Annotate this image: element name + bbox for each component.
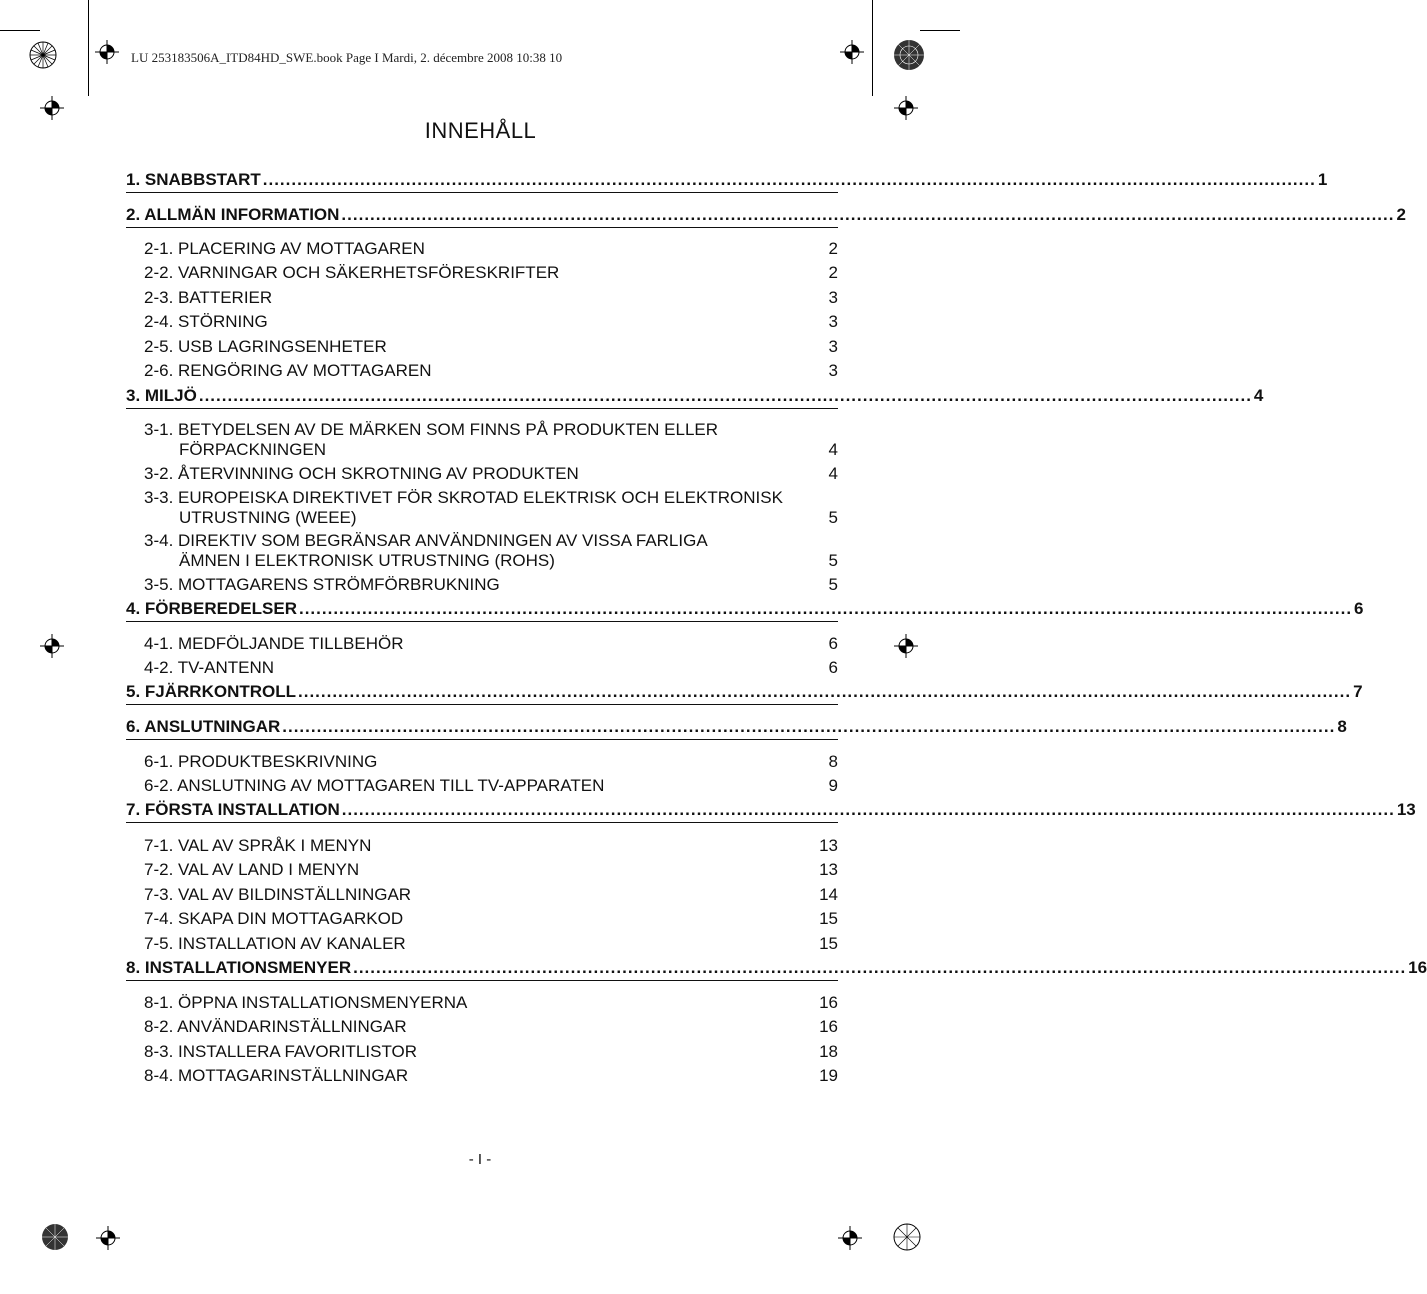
- toc-entry-page: 16: [1408, 958, 1427, 977]
- toc-entry-label: 7-4. SKAPA DIN MOTTAGARKOD: [144, 909, 404, 928]
- crop-line: [88, 0, 89, 96]
- toc-entry-label-continued: FÖRPACKNINGEN: [179, 440, 327, 459]
- toc-entry-label: 3-1. BETYDELSEN AV DE MÄRKEN SOM FINNS PÅ PRODUKTEN ELLER: [144, 420, 719, 439]
- toc-entry-label: 3-4. DIREKTIV SOM BEGRÄNSAR ANVÄNDNINGEN AV VISSA FARLIGA: [144, 531, 708, 550]
- toc-subentry-4-1[interactable]: [126, 634, 838, 654]
- toc-subentry-3-5[interactable]: [126, 575, 838, 595]
- crosshair-icon: [95, 40, 119, 64]
- toc-entry-label: 7. FÖRSTA INSTALLATION: [126, 800, 340, 819]
- toc-entry-page: 8: [828, 752, 838, 771]
- registration-wheel-icon: [40, 1222, 70, 1252]
- toc-entry-label: 2-4. STÖRNING: [144, 312, 268, 331]
- toc-subentry-3-4[interactable]: [126, 531, 838, 571]
- toc-subentry-2-5[interactable]: [126, 337, 838, 357]
- crosshair-icon: [40, 96, 64, 120]
- toc-entry-page: 6: [828, 658, 838, 677]
- toc-subentry-6-1[interactable]: [126, 752, 838, 772]
- toc-entry-page: 6: [1354, 599, 1364, 618]
- leader-dots: ........................................................................................................................................................................................: [282, 717, 1336, 736]
- toc-entry-page: 15: [819, 909, 838, 928]
- crop-line: [872, 0, 873, 96]
- toc-entry-2[interactable]: [126, 205, 1406, 228]
- toc-entry-page: 13: [1396, 800, 1416, 819]
- toc-subentry-3-2[interactable]: [126, 464, 838, 484]
- toc-subentry-4-2[interactable]: [126, 658, 838, 678]
- leader-dots: ........................................................................................................................................................................................: [298, 682, 1352, 701]
- toc-entry-6[interactable]: [126, 717, 1347, 740]
- toc-entry-8[interactable]: [126, 958, 1427, 981]
- toc-entry-label: 8-3. INSTALLERA FAVORITLISTOR: [144, 1042, 418, 1061]
- toc-subentry-3-3[interactable]: [126, 488, 838, 528]
- leader-dots: ........................................................................................................................................................................................: [341, 205, 1395, 224]
- crop-line: [920, 30, 960, 31]
- leader-dots: ........................................................................................................................................................................................: [198, 386, 1252, 405]
- toc-entry-page: 15: [819, 934, 838, 953]
- toc-entry-label: 3-3. EUROPEISKA DIREKTIVET FÖR SKROTAD ELEKTRISK OCH ELEKTRONISK: [144, 488, 783, 507]
- toc-entry-label: 4-2. TV-ANTENN: [144, 658, 275, 677]
- toc-entry-page: 2: [1396, 205, 1406, 224]
- toc-entry-1[interactable]: [126, 170, 1328, 193]
- page-number: - I -: [468, 1151, 492, 1168]
- toc-entry-label-continued: ÄMNEN I ELEKTRONISK UTRUSTNING (ROHS): [179, 551, 555, 570]
- toc-entry-label: 5. FJÄRRKONTROLL: [126, 682, 296, 701]
- crosshair-icon: [96, 1226, 120, 1250]
- toc-entry-page: 16: [819, 1017, 838, 1036]
- toc-entry-label: 4. FÖRBEREDELSER: [126, 599, 297, 618]
- toc-entry-label: 6-1. PRODUKTBESKRIVNING: [144, 752, 378, 771]
- leader-dots: ........................................................................................................................................................................................: [341, 800, 1395, 819]
- toc-entry-label: 2. ALLMÄN INFORMATION: [126, 205, 340, 224]
- toc-entry-page: 7: [1353, 682, 1363, 701]
- toc-entry-label: 3. MILJÖ: [126, 386, 197, 405]
- toc-entry-label: 3-5. MOTTAGARENS STRÖMFÖRBRUKNING: [144, 575, 500, 594]
- toc-entry-page: 4: [828, 440, 838, 459]
- toc-subentry-7-5[interactable]: [126, 934, 838, 954]
- toc-entry-page: 19: [819, 1066, 838, 1085]
- book-file-header: LU 253183506A_ITD84HD_SWE.book Page I Mardi, 2. décembre 2008 10:38 10: [131, 50, 563, 65]
- toc-subentry-2-3[interactable]: [126, 288, 838, 308]
- crosshair-icon: [894, 96, 918, 120]
- toc-subentry-6-2[interactable]: [126, 776, 838, 796]
- registration-wheel-icon: [28, 40, 58, 70]
- toc-entry-page: 3: [828, 288, 838, 307]
- toc-entry-label: 2-6. RENGÖRING AV MOTTAGAREN: [144, 361, 432, 380]
- toc-entry-label: 2-1. PLACERING AV MOTTAGAREN: [144, 239, 425, 258]
- toc-entry-page: 8: [1337, 717, 1347, 736]
- toc-entry-label: 7-1. VAL AV SPRÅK I MENYN: [144, 836, 372, 855]
- crosshair-icon: [894, 634, 918, 658]
- toc-entry-page: 13: [819, 860, 838, 879]
- toc-subentry-2-2[interactable]: [126, 263, 838, 283]
- toc-entry-label: 2-3. BATTERIER: [144, 288, 273, 307]
- toc-entry-7[interactable]: [126, 800, 1416, 823]
- toc-entry-4[interactable]: [126, 599, 1364, 622]
- toc-entry-page: 3: [828, 312, 838, 331]
- toc-entry-page: 9: [828, 776, 838, 795]
- crop-line: [0, 30, 40, 31]
- toc-entry-label: 8-1. ÖPPNA INSTALLATIONSMENYERNA: [144, 993, 468, 1012]
- toc-entry-label: 3-2. ÅTERVINNING OCH SKROTNING AV PRODUKTEN: [144, 464, 579, 483]
- toc-entry-label: 6-2. ANSLUTNING AV MOTTAGAREN TILL TV-APPARATEN: [144, 776, 605, 795]
- toc-entry-label: 8-4. MOTTAGARINSTÄLLNINGAR: [144, 1066, 409, 1085]
- toc-entry-3[interactable]: [126, 386, 1264, 409]
- toc-subentry-7-1[interactable]: [126, 836, 838, 856]
- toc-entry-label-continued: UTRUSTNING (WEEE): [179, 508, 357, 527]
- toc-entry-label: 7-5. INSTALLATION AV KANALER: [144, 934, 406, 953]
- toc-entry-label: 8. INSTALLATIONSMENYER: [126, 958, 352, 977]
- crosshair-icon: [40, 634, 64, 658]
- toc-subentry-3-1[interactable]: [126, 420, 838, 460]
- toc-subentry-8-2[interactable]: [126, 1017, 838, 1037]
- toc-entry-page: 3: [828, 361, 838, 380]
- toc-entry-page: 4: [1253, 386, 1264, 405]
- toc-subentry-7-2[interactable]: [126, 860, 838, 880]
- toc-subentry-2-6[interactable]: [126, 361, 838, 381]
- leader-dots: ........................................................................................................................................................................................: [298, 599, 1353, 618]
- toc-entry-page: 16: [819, 993, 838, 1012]
- toc-entry-label: 2-2. VARNINGAR OCH SÄKERHETSFÖRESKRIFTER: [144, 263, 560, 282]
- toc-subentry-7-4[interactable]: [126, 909, 838, 929]
- toc-subentry-8-3[interactable]: [126, 1042, 838, 1062]
- toc-subentry-8-1[interactable]: [126, 993, 838, 1013]
- toc-entry-page: 14: [819, 885, 838, 904]
- page-title-text: INNEHÅLL: [424, 118, 537, 143]
- toc-entry-page: 18: [819, 1042, 838, 1061]
- toc-subentry-2-1[interactable]: [126, 239, 838, 259]
- toc-entry-label: 7-2. VAL AV LAND I MENYN: [144, 860, 360, 879]
- toc-entry-label: 6. ANSLUTNINGAR: [126, 717, 281, 736]
- toc-entry-page: 5: [828, 551, 838, 570]
- toc-entry-label: 1. SNABBSTART: [126, 170, 261, 189]
- toc-entry-label: 2-5. USB LAGRINGSENHETER: [144, 337, 387, 356]
- toc-entry-page: 4: [828, 464, 838, 483]
- toc-entry-5[interactable]: [126, 682, 1363, 705]
- toc-entry-label: 8-2. ANVÄNDARINSTÄLLNINGAR: [144, 1017, 407, 1036]
- leader-dots: ........................................................................................................................................................................................: [353, 958, 1407, 977]
- toc-entry-page: 13: [819, 836, 838, 855]
- page-title: [0, 118, 960, 144]
- toc-entry-page: 5: [828, 508, 838, 527]
- toc-entry-page: 2: [828, 239, 838, 258]
- toc-entry-page: 1: [1317, 170, 1328, 189]
- crosshair-icon: [838, 1226, 862, 1250]
- toc-subentry-7-3[interactable]: [126, 885, 838, 905]
- toc-entry-page: 2: [828, 263, 838, 282]
- toc-entry-page: 6: [828, 634, 838, 653]
- crosshair-icon: [840, 40, 864, 64]
- registration-wheel-icon: [892, 1222, 922, 1252]
- toc-entry-label: 4-1. MEDFÖLJANDE TILLBEHÖR: [144, 634, 404, 653]
- toc-entry-page: 5: [828, 575, 838, 594]
- toc-entry-label: 7-3. VAL AV BILDINSTÄLLNINGAR: [144, 885, 412, 904]
- toc-entry-page: 3: [828, 337, 838, 356]
- toc-subentry-8-4[interactable]: [126, 1066, 838, 1086]
- toc-subentry-2-4[interactable]: [126, 312, 838, 332]
- registration-wheel-icon: [892, 38, 926, 72]
- leader-dots: ........................................................................................................................................................................................: [262, 170, 1316, 189]
